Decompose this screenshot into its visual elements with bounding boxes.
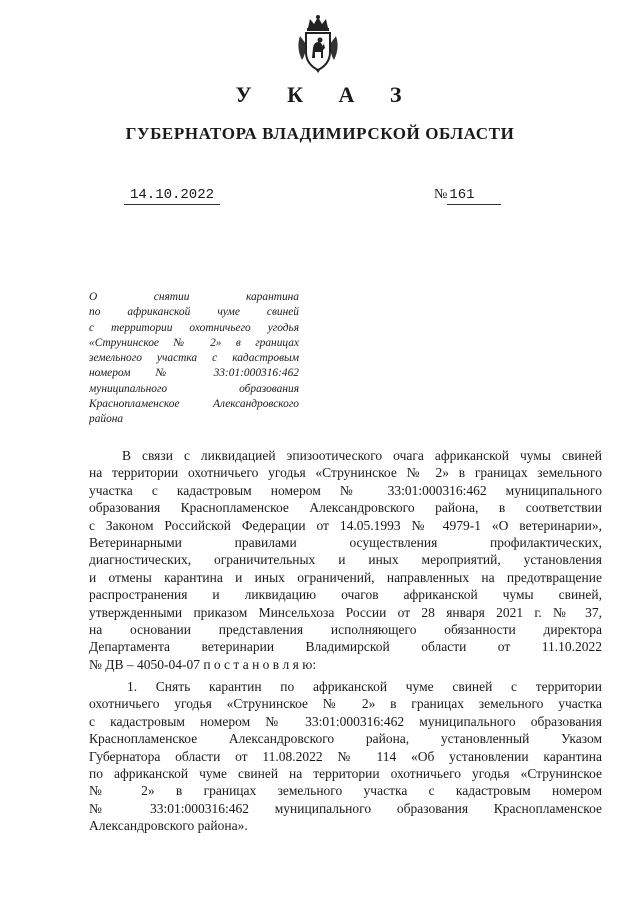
paragraph-line: диагностических, ограничительных и иных мероприятий, установления (89, 552, 602, 568)
paragraph-line: с кадастровым номером № 33:01:000316:462 муниципального образования (89, 713, 602, 729)
paragraph-line: с Законом Российской Федерации от 14.05.1993 № 4979-1 «О ветеринарии», (89, 517, 602, 533)
document-subject (89, 290, 299, 428)
paragraph-line: Александровского района». (89, 818, 248, 834)
paragraph-line: Департамента ветеринарии Владимирской области от 11.10.2022 (89, 639, 602, 655)
subject-line: района (89, 413, 124, 426)
paragraph-line: 1. Снять карантин по африканской чуме свиней с территории (127, 679, 602, 694)
subject-line: Краснопламенское Александровского (89, 398, 299, 411)
paragraph-line: охотничьего угодья «Струнинское № 2» в границах земельного участка (89, 696, 602, 712)
subject-line: муниципального образования (89, 382, 299, 395)
document-number-block (434, 186, 501, 205)
paragraph-line: образования Краснопламенское Александровского района, в соответствии (89, 500, 602, 516)
paragraph-line: № 33:01:000316:462 муниципального образования Краснопламенское (89, 800, 602, 816)
subject-line: по африканской чуме свиней (89, 306, 299, 319)
paragraph-line: участка с кадастровым номером № 33:01:000316:462 муниципального (89, 482, 602, 498)
paragraph-line: по африканской чуме свиней на территории охотничьего угодья «Струнинское (89, 766, 602, 782)
subject-line: с территории охотничьего угодья (89, 321, 299, 334)
document-type-title: У К А З (235, 82, 417, 107)
paragraph-line: на территории охотничьего угодья «Струнинское № 2» в границах земельного (89, 465, 602, 481)
document-number: 161 (447, 186, 501, 205)
paragraph-line: Ветеринарными правилами осуществления профилактических, (89, 535, 602, 551)
paragraph-line: на основании представления исполняющего обязанности директора (89, 622, 602, 638)
coat-of-arms-icon (296, 14, 340, 74)
paragraph-line: № 2» в границах земельного участка с кадастровым номером (89, 783, 602, 799)
resolution-item-1 (89, 678, 602, 835)
preamble-paragraph (89, 447, 602, 673)
paragraph-line: и отмены карантина и иных ограничений, направленных на предотвращение (89, 569, 602, 585)
issuer-title: ГУБЕРНАТОРА ВЛАДИМИРСКОЙ ОБЛАСТИ (125, 124, 515, 143)
subject-line: земельного участка с кадастровым (89, 352, 299, 365)
subject-line: «Струнинское № 2» в границах (89, 336, 299, 349)
paragraph-line: Губернатора области от 11.08.2022 № 114 «Об установлении карантина (89, 748, 602, 764)
paragraph-line: Краснопламенское Александровского района, установленный Указом (89, 731, 602, 747)
paragraph-line: утвержденными приказом Минсельхоза России от 28 января 2021 г. № 37, (89, 604, 602, 620)
document-date: 14.10.2022 (124, 186, 220, 205)
paragraph-line: № ДВ – 4050-04-07 п о с т а н о в л я ю: (89, 656, 317, 672)
subject-line: номером № 33:01:000316:462 (89, 367, 299, 380)
paragraph-line: распространения и ликвидацию очагов африканской чумы свиней, (89, 587, 602, 603)
number-sign: № (434, 187, 448, 202)
subject-line: О снятии карантина (89, 291, 299, 303)
paragraph-line: В связи с ликвидацией эпизоотического очага африканской чумы свиней (122, 448, 602, 463)
